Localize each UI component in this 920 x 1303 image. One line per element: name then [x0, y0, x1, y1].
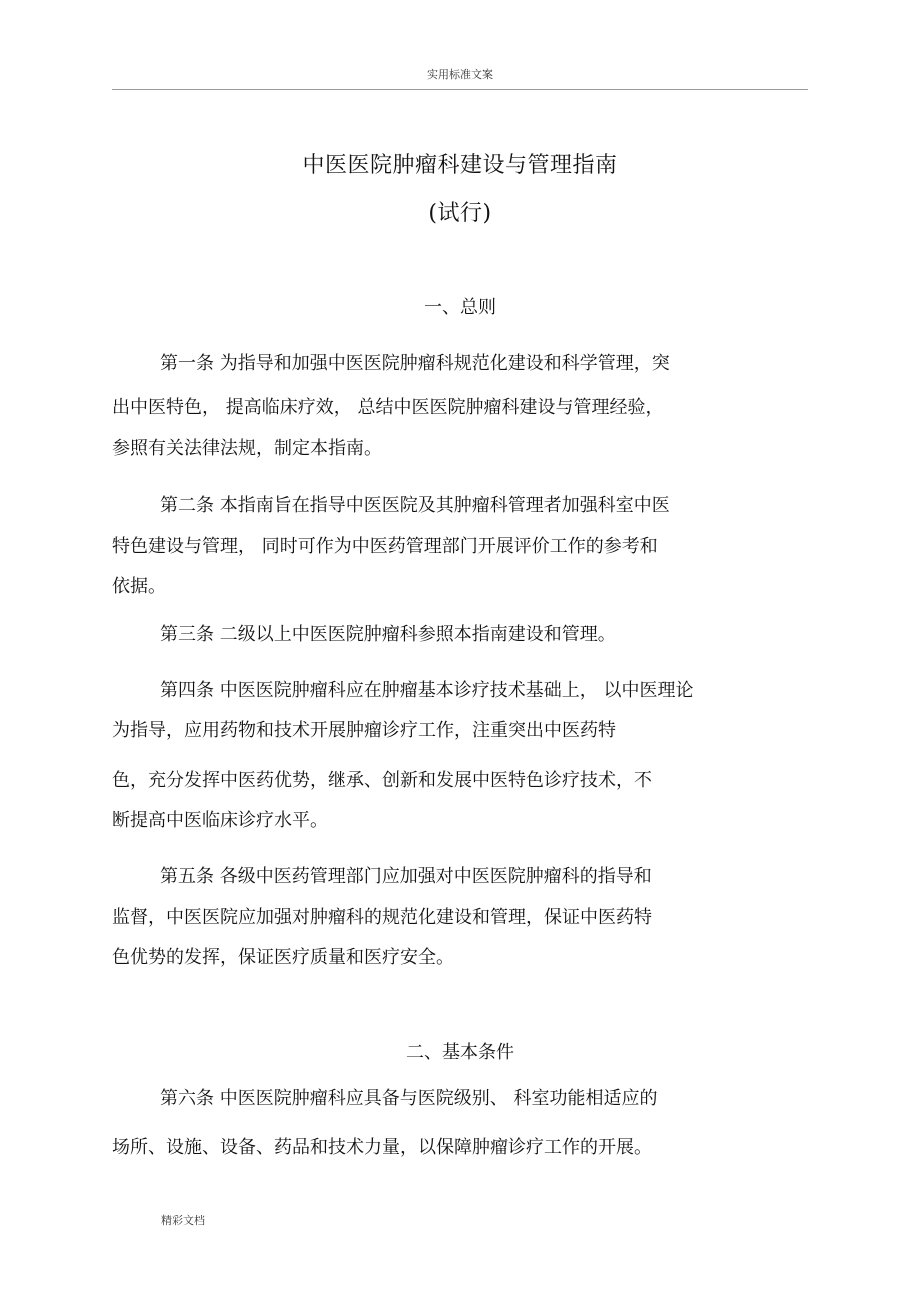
section-heading-basic: 二、基本条件: [406, 1042, 514, 1063]
article-4-line: 为指导，应用药物和技术开展肿瘤诊疗工作，注重突出中医药特: [112, 720, 616, 741]
article-3-line: 第三条 二级以上中医医院肿瘤科参照本指南建设和管理。: [160, 624, 616, 645]
article-5-line: 色优势的发挥，保证医疗质量和医疗安全。: [112, 947, 454, 968]
article-6-line: 场所、设施、设备、药品和技术力量，以保障肿瘤诊疗工作的开展。: [112, 1137, 652, 1158]
article-2-line: 依据。: [112, 576, 166, 597]
page-header: 实用标准文案: [427, 68, 493, 81]
article-4-line: 第四条 中医医院肿瘤科应在肿瘤基本诊疗技术基础上， 以中医理论: [160, 680, 694, 701]
article-5-line: 第五条 各级中医药管理部门应加强对中医医院肿瘤科的指导和: [160, 866, 652, 887]
article-5-line: 监督，中医医院应加强对肿瘤科的规范化建设和管理，保证中医药特: [112, 907, 652, 928]
document-subtitle: (试行): [428, 201, 492, 226]
article-6-line: 第六条 中医医院肿瘤科应具备与医院级别、 科室功能相适应的: [160, 1088, 658, 1109]
article-1-line: 参照有关法律法规，制定本指南。: [112, 438, 382, 459]
article-2-line: 第二条 本指南旨在指导中医医院及其肿瘤科管理者加强科室中医: [160, 495, 670, 516]
article-4-line: 断提高中医临床诊疗水平。: [112, 810, 328, 831]
page-footer: 精彩文档: [161, 1214, 205, 1227]
header-divider: [112, 89, 808, 90]
section-heading-general: 一、总则: [424, 297, 496, 318]
article-1-line: 第一条 为指导和加强中医医院肿瘤科规范化建设和科学管理，突: [160, 353, 670, 374]
article-1-line: 出中医特色， 提高临床疗效， 总结中医医院肿瘤科建设与管理经验，: [112, 397, 664, 418]
document-title: 中医医院肿瘤科建设与管理指南: [302, 153, 618, 178]
article-2-line: 特色建设与管理， 同时可作为中医药管理部门开展评价工作的参考和: [112, 536, 658, 557]
article-4-line: 色，充分发挥中医药优势，继承、创新和发展中医特色诊疗技术，不: [112, 770, 652, 791]
